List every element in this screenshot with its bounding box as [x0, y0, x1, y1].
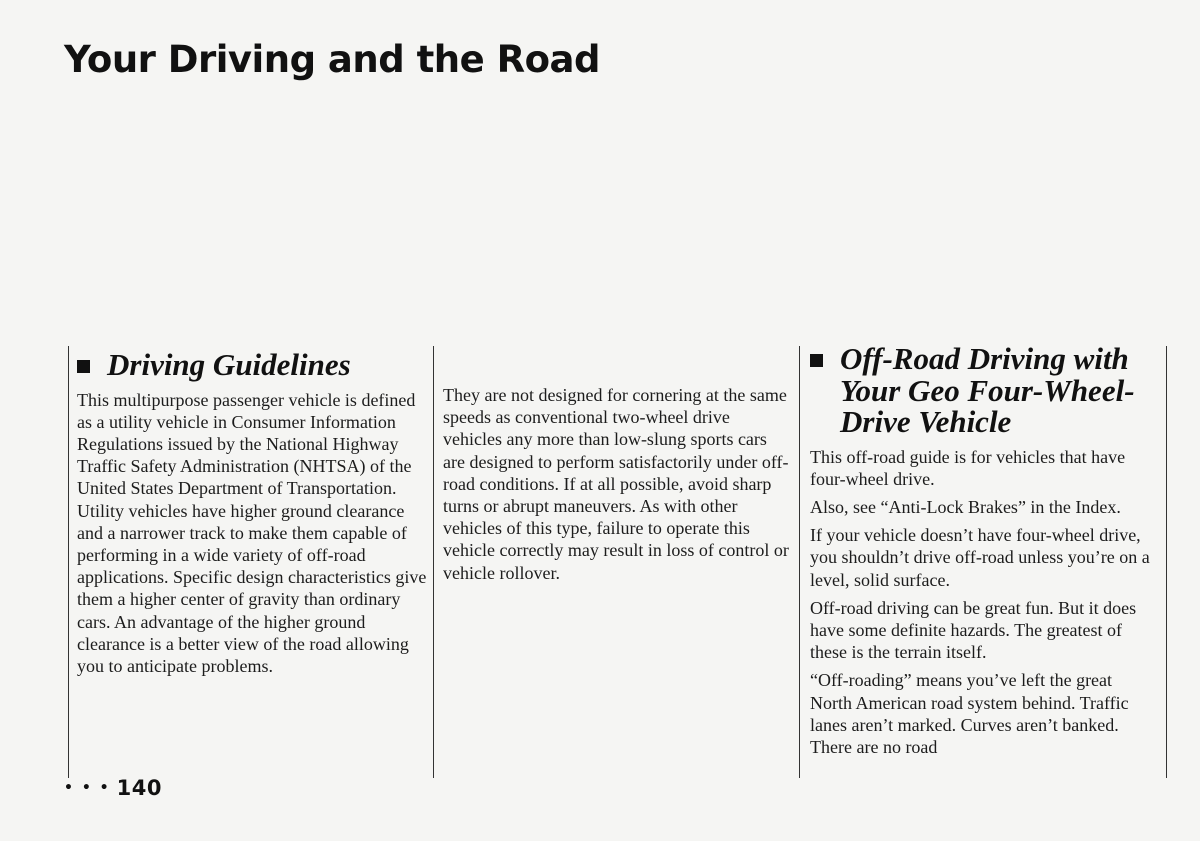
page-title: Your Driving and the Road: [64, 38, 600, 81]
body-paragraph: “Off-roading” means you’ve left the great North American road system behind. Traffic lanes aren’t marked. Curves aren’t banked. There are no road: [810, 670, 1129, 757]
page-marker-dots: • • •: [64, 780, 111, 796]
bullet-icon: [77, 360, 90, 373]
body-paragraph: Off-road driving can be great fun. But it does have some definite hazards. The greatest of these is the terrain itself.: [810, 597, 1137, 663]
section-heading-off-road-driving: [810, 343, 1155, 438]
column-rule-middle: [433, 346, 434, 778]
body-paragraph: They are not designed for cornering at the same speeds as conventional two-wheel drive vehicles any more than low-slung sports cars are designed to perform satisfactorily under off-road conditions. If at all possible, avoid sharp turns or abrupt maneuvers. As with other vehicles of this type, failure to operate this vehicle correctly may result in loss of control or vehicle rollover.: [443, 385, 789, 583]
bullet-icon: [810, 354, 823, 367]
body-paragraph: This multipurpose passenger vehicle is defined as a utility vehicle in Consumer Information Regulations issued by the National Highway Traffic Safety Administration (NHTSA) of the United States Department of Transportation. Utility vehicles have higher ground clearance and a narrower track to make them capable of performing in a wide variety of off-road applications. Specific design characteristics give them a higher center of gravity than ordinary cars. An advantage of the higher ground clearance is a better view of the road allowing you to anticipate problems.: [77, 389, 427, 676]
page-number-text: 140: [116, 776, 162, 800]
section-heading-driving-guidelines: [77, 349, 427, 381]
section-heading-text: Driving Guidelines: [107, 347, 351, 382]
column-rule-right-start: [799, 346, 800, 778]
body-paragraph: If your vehicle doesn’t have four-wheel drive, you shouldn’t drive off-road unless you’re on a level, solid surface.: [810, 525, 1150, 590]
column-driving-guidelines: [77, 349, 427, 683]
page-number: [64, 776, 162, 800]
column-off-road-driving: [810, 343, 1155, 777]
body-paragraph: This off-road guide is for vehicles that have four-wheel drive.: [810, 446, 1126, 489]
column-continued-text: [443, 384, 793, 590]
body-paragraph: Also, see “Anti-Lock Brakes” in the Index.: [810, 496, 1121, 517]
column-rule-left: [68, 346, 69, 778]
section-heading-text: Off-Road Driving with Your Geo Four-Wheel-Drive Vehicle: [840, 343, 1135, 439]
column-rule-right-end: [1166, 346, 1167, 778]
